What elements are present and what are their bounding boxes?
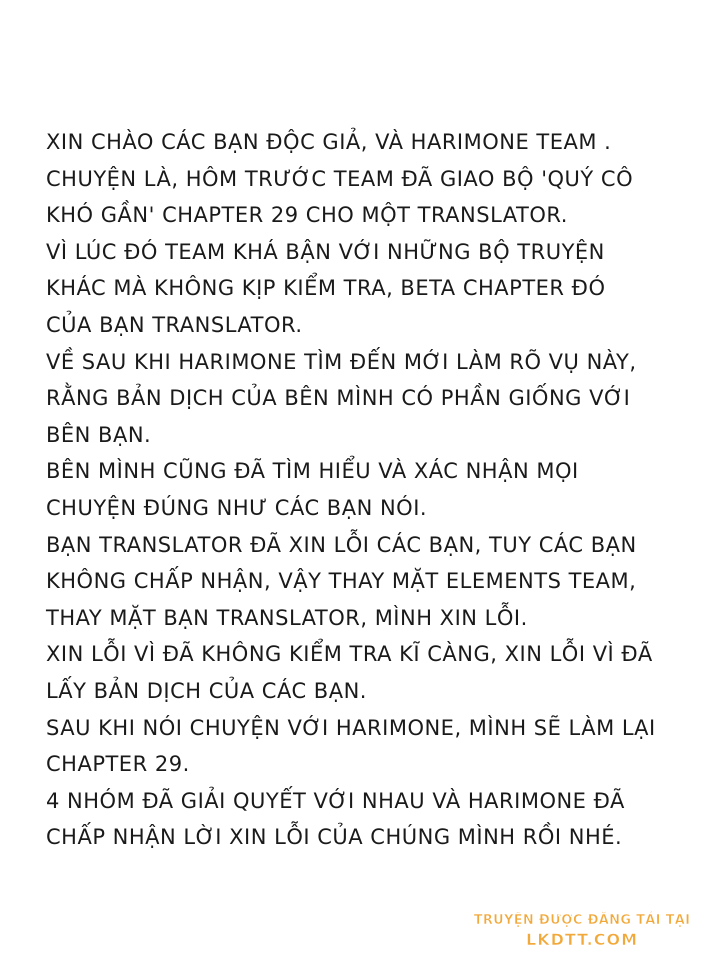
text-line: SAU KHI NÓI CHUYỆN VỚI HARIMONE, MÌNH SẼ LÀM LẠI	[46, 715, 656, 740]
text-line: KHÁC MÀ KHÔNG KỊP KIỂM TRA, BETA CHAPTER ĐÓ	[46, 276, 606, 301]
text-line: CHẤP NHẬN LỜI XIN LỖI CỦA CHÚNG MÌNH RỒI NHÉ.	[46, 825, 623, 850]
text-line: LẤY BẢN DỊCH CỦA CÁC BẠN.	[46, 678, 367, 703]
text-line: KHÔNG CHẤP NHẬN, VẬY THAY MẶT ELEMENTS TEAM,	[46, 569, 637, 594]
text-line: CHUYỆN LÀ, HÔM TRƯỚC TEAM ĐÃ GIAO BỘ 'QUÝ CÔ	[46, 166, 634, 191]
text-line: BÊN BẠN.	[46, 422, 152, 447]
text-line: XIN CHÀO CÁC BẠN ĐỘC GIẢ, VÀ HARIMONE TEAM .	[46, 130, 612, 154]
text-line: BÊN MÌNH CŨNG ĐÃ TÌM HIỂU VÀ XÁC NHẬN MỌI	[46, 459, 579, 484]
text-line: BẠN TRANSLATOR ĐÃ XIN LỖI CÁC BẠN, TUY CÁC BẠN	[46, 532, 637, 557]
text-line: KHÓ GẦN' CHAPTER 29 CHO MỘT TRANSLATOR.	[46, 203, 568, 228]
announcement-text	[46, 124, 706, 856]
watermark-caption: TRUYỆN ĐƯỢC ĐĂNG TẢI TẠI	[473, 913, 691, 928]
text-line: 4 NHÓM ĐÃ GIẢI QUYẾT VỚI NHAU VÀ HARIMONE ĐÃ	[46, 788, 625, 813]
site-watermark	[452, 912, 712, 950]
text-line: CHAPTER 29.	[46, 752, 190, 777]
text-line: XIN LỖI VÌ ĐÃ KHÔNG KIỂM TRA KĨ CÀNG, XIN LỖI VÌ ĐÃ	[46, 642, 653, 667]
watermark-site: LKDTT.COM	[526, 930, 638, 949]
text-line: RẰNG BẢN DỊCH CỦA BÊN MÌNH CÓ PHẦN GIỐNG VỚI	[46, 386, 631, 411]
text-line: VỀ SAU KHI HARIMONE TÌM ĐẾN MỚI LÀM RÕ VỤ NÀY,	[46, 349, 637, 374]
text-line: THAY MẶT BẠN TRANSLATOR, MÌNH XIN LỖI.	[46, 605, 528, 630]
text-line: VÌ LÚC ĐÓ TEAM KHÁ BẬN VỚI NHỮNG BỘ TRUYỆN	[46, 239, 605, 264]
text-line: CHUYỆN ĐÚNG NHƯ CÁC BẠN NÓI.	[46, 495, 428, 520]
text-line: CỦA BẠN TRANSLATOR.	[46, 312, 303, 337]
